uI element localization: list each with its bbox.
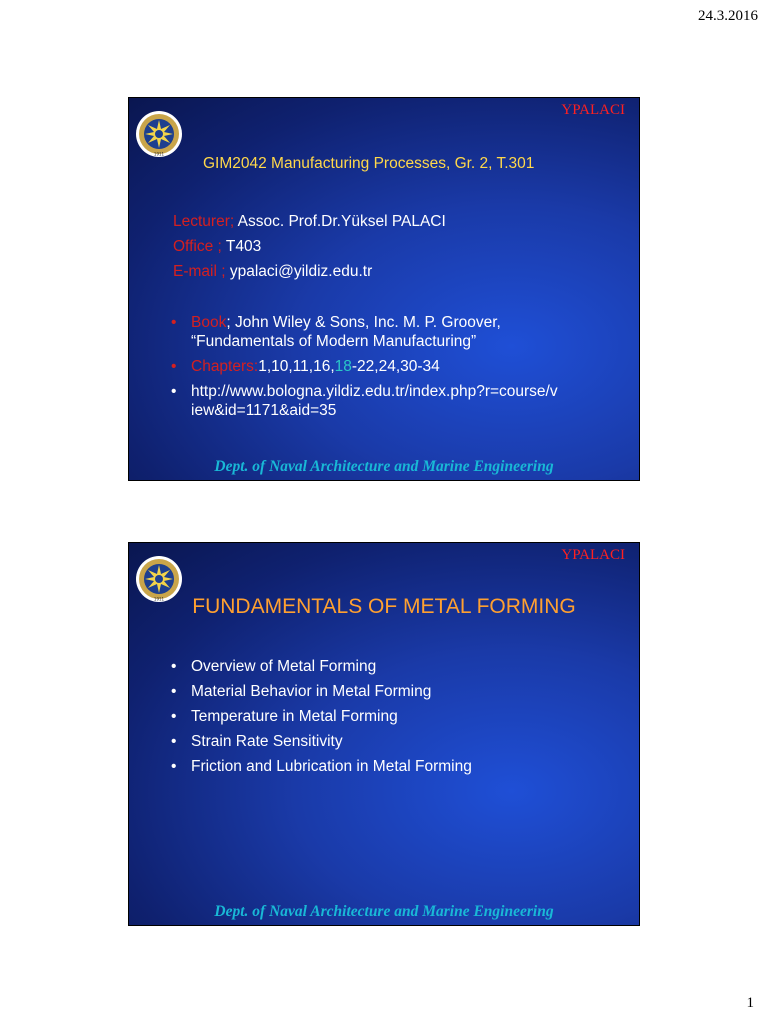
topics-list (169, 657, 472, 776)
seal-year: 1911 (153, 596, 165, 602)
list-item: • Strain Rate Sensitivity (169, 732, 472, 751)
slide-header-ypalaci: YPALACI (561, 547, 625, 563)
course-title: GIM2042 Manufacturing Processes, Gr. 2, T.301 (203, 155, 535, 172)
list-item: • Friction and Lubrication in Metal Forming (169, 757, 472, 776)
university-seal-icon (135, 110, 183, 158)
lecturer-line: Lecturer; Assoc. Prof.Dr.Yüksel PALACI (173, 213, 446, 230)
chapters-item: • Chapters:1,10,11,16,18-22,24,30-34 (169, 357, 558, 376)
office-line: Office ; T403 (173, 238, 262, 255)
slide-1 (128, 97, 640, 481)
list-item: • Material Behavior in Metal Forming (169, 682, 472, 701)
slide-header-ypalaci: YPALACI (561, 102, 625, 118)
list-item: • Overview of Metal Forming (169, 657, 472, 676)
slide-2 (128, 542, 640, 926)
seal-year: 1911 (153, 151, 165, 157)
book-item: • Book; John Wiley & Sons, Inc. M. P. Groover, “Fundamentals of Modern Manufacturing” (169, 313, 558, 351)
slide-footer: Dept. of Naval Architecture and Marine Engineering (214, 458, 554, 475)
email-line: E-mail ; ypalaci@yildiz.edu.tr (173, 263, 373, 280)
course-info-list (169, 313, 558, 420)
page-date: 24.3.2016 (698, 8, 758, 24)
bologna-link[interactable]: • http://www.bologna.yildiz.edu.tr/index.php?r=course/v iew&id=1171&aid=35 (169, 382, 558, 420)
slide-title: FUNDAMENTALS OF METAL FORMING (192, 595, 576, 618)
slide-footer: Dept. of Naval Architecture and Marine Engineering (214, 903, 554, 920)
list-item: • Temperature in Metal Forming (169, 707, 472, 726)
page-number: 1 (746, 995, 754, 1011)
